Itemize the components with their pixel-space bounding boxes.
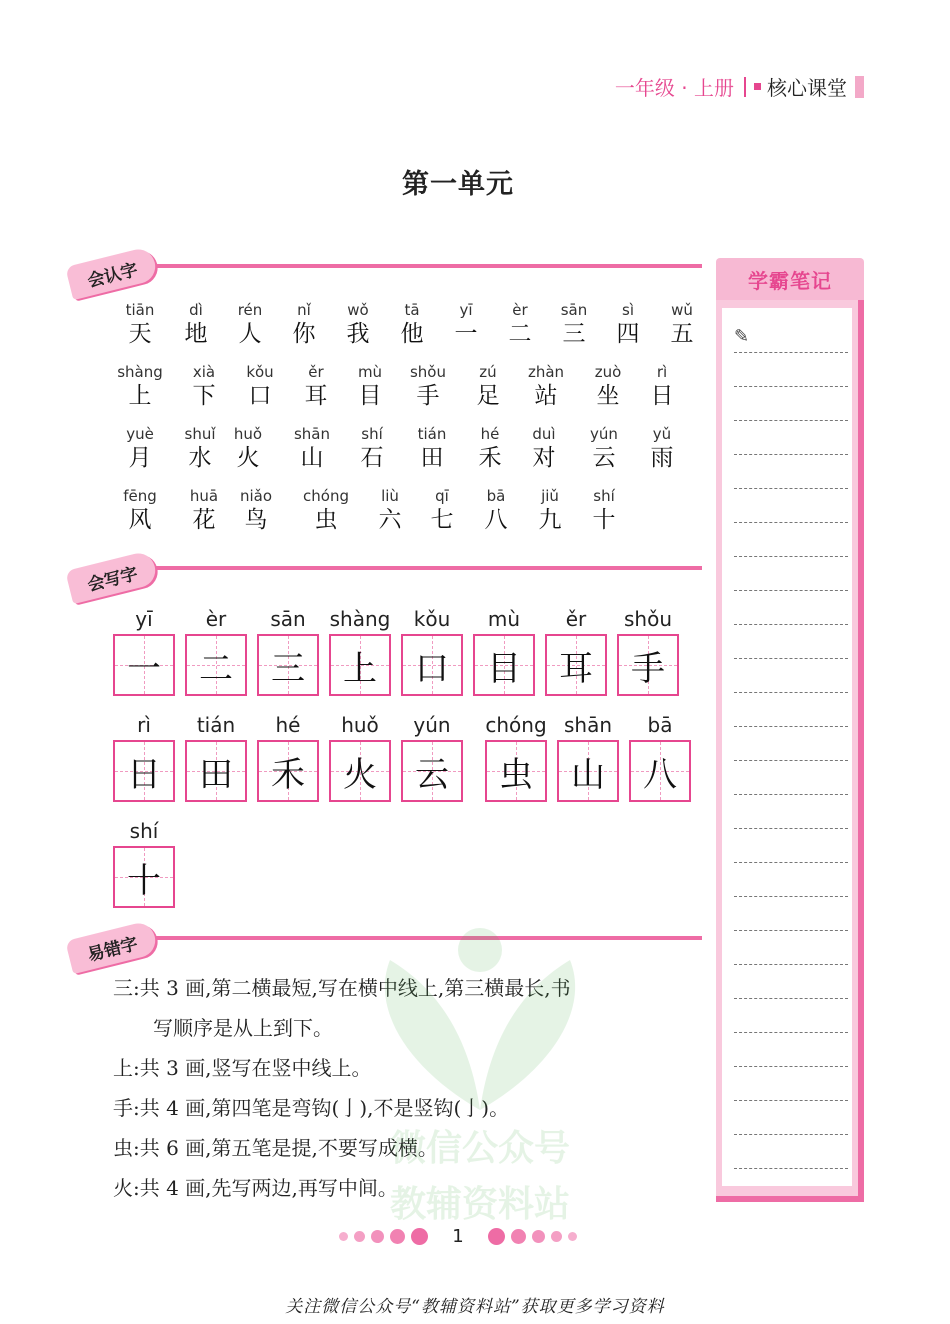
hanzi: 云 bbox=[592, 445, 616, 471]
dot-icon bbox=[390, 1229, 405, 1244]
pinyin: huā bbox=[189, 487, 219, 505]
pinyin: shān bbox=[293, 425, 331, 443]
note-line bbox=[734, 522, 848, 523]
section-tag-write: 会写字 bbox=[65, 550, 159, 604]
hanzi: 花 bbox=[192, 507, 216, 533]
hanzi: 手 bbox=[631, 648, 665, 689]
hanzi: 四 bbox=[616, 321, 640, 347]
recognize-char bbox=[576, 424, 632, 472]
pinyin: ěr bbox=[565, 607, 587, 631]
hanzi: 坐 bbox=[596, 383, 620, 409]
note-line bbox=[734, 964, 848, 965]
section-divider-error bbox=[150, 936, 702, 940]
recognize-char bbox=[654, 300, 710, 348]
pinyin: sì bbox=[622, 301, 634, 319]
hanzi: 田 bbox=[199, 754, 233, 795]
hanzi: 对 bbox=[532, 445, 556, 471]
pinyin: fēng bbox=[123, 487, 157, 505]
recognize-char bbox=[220, 424, 276, 472]
dot-icon bbox=[339, 1232, 348, 1241]
pinyin: shàng bbox=[117, 363, 163, 381]
hanzi: 九 bbox=[538, 507, 562, 533]
pinyin: shí bbox=[129, 819, 159, 843]
error-line: 虫:共 6 画,第五笔是提,不要写成横。 bbox=[113, 1136, 438, 1160]
hanzi: 水 bbox=[188, 445, 212, 471]
pinyin: yǔ bbox=[652, 425, 672, 443]
pinyin: dì bbox=[189, 301, 203, 319]
dot-icon bbox=[371, 1230, 384, 1243]
recognize-char bbox=[634, 424, 690, 472]
error-line: 写顺序是从上到下。 bbox=[153, 1016, 333, 1040]
hanzi: 山 bbox=[300, 445, 324, 471]
note-line bbox=[734, 1168, 848, 1169]
note-line bbox=[734, 352, 848, 353]
recognize-char bbox=[546, 300, 602, 348]
hanzi: 耳 bbox=[559, 648, 593, 689]
section-tag-error: 易错字 bbox=[65, 920, 159, 974]
recognize-char bbox=[462, 424, 518, 472]
watermark-line2: 教辅资料站 bbox=[389, 1184, 570, 1225]
pinyin: bā bbox=[647, 713, 673, 737]
hanzi: 二 bbox=[199, 648, 233, 689]
error-line: 手:共 4 画,第四笔是弯钩(亅),不是竖钩(亅)。 bbox=[113, 1096, 510, 1120]
hanzi: 火 bbox=[236, 445, 260, 471]
note-line bbox=[734, 794, 848, 795]
recognize-char bbox=[176, 362, 232, 410]
notes-title: 学霸笔记 bbox=[716, 258, 864, 300]
hanzi: 上 bbox=[128, 383, 152, 409]
recognize-char bbox=[344, 424, 400, 472]
dot-icon bbox=[511, 1229, 526, 1244]
note-line bbox=[734, 930, 848, 931]
tianzige-box bbox=[485, 740, 547, 802]
hanzi: 鸟 bbox=[244, 507, 268, 533]
write-char bbox=[557, 712, 619, 802]
recognize-char bbox=[400, 362, 456, 410]
dot-icon bbox=[568, 1232, 577, 1241]
recognize-char bbox=[228, 486, 284, 534]
hanzi: 二 bbox=[508, 321, 532, 347]
error-line: 火:共 4 画,先写两边,再写中间。 bbox=[113, 1176, 398, 1200]
hanzi: 禾 bbox=[271, 754, 305, 795]
tianzige-box bbox=[257, 740, 319, 802]
pinyin: jiǔ bbox=[541, 487, 559, 505]
notes-body bbox=[716, 300, 864, 1202]
pinyin: mù bbox=[357, 363, 383, 381]
recognize-char bbox=[460, 362, 516, 410]
pinyin: èr bbox=[512, 301, 528, 319]
tianzige-box bbox=[329, 634, 391, 696]
write-char bbox=[185, 712, 247, 802]
hanzi: 风 bbox=[128, 507, 152, 533]
pinyin: yún bbox=[590, 425, 618, 443]
pinyin: chóng bbox=[303, 487, 349, 505]
recognize-char bbox=[634, 362, 690, 410]
dot-icon bbox=[354, 1231, 365, 1242]
recognize-char bbox=[176, 486, 232, 534]
footer-note: 关注微信公众号“教辅资料站”获取更多学习资料 bbox=[285, 1297, 665, 1317]
write-char bbox=[257, 606, 319, 696]
recognize-char bbox=[342, 362, 398, 410]
pinyin: èr bbox=[205, 607, 227, 631]
notes-panel bbox=[716, 258, 864, 1202]
pinyin: zhàn bbox=[527, 363, 565, 381]
recognize-char bbox=[404, 424, 460, 472]
write-char bbox=[629, 712, 691, 802]
hanzi: 十 bbox=[127, 860, 161, 901]
hanzi: 一 bbox=[454, 321, 478, 347]
hanzi: 十 bbox=[592, 507, 616, 533]
hanzi: 虫 bbox=[499, 754, 533, 795]
note-line bbox=[734, 624, 848, 625]
note-line bbox=[734, 488, 848, 489]
hanzi: 人 bbox=[238, 321, 262, 347]
hanzi: 耳 bbox=[304, 383, 328, 409]
pinyin: yī bbox=[459, 301, 473, 319]
header-divider bbox=[744, 77, 746, 97]
tianzige-box bbox=[617, 634, 679, 696]
write-char bbox=[257, 712, 319, 802]
write-char bbox=[485, 712, 547, 802]
hanzi: 八 bbox=[484, 507, 508, 533]
pinyin: huǒ bbox=[233, 425, 263, 443]
recognize-char bbox=[516, 424, 572, 472]
section-tag-recognize: 会认字 bbox=[65, 246, 159, 300]
grade-label: 一年级 · 上册 bbox=[614, 76, 734, 100]
pinyin: shān bbox=[563, 713, 613, 737]
dot-icon bbox=[551, 1231, 562, 1242]
recognize-char bbox=[362, 486, 418, 534]
unit-title: 第一单元 bbox=[402, 169, 514, 200]
pinyin: kǒu bbox=[246, 363, 274, 381]
write-char bbox=[473, 606, 535, 696]
note-line bbox=[734, 556, 848, 557]
hanzi: 三 bbox=[271, 648, 305, 689]
pinyin: xià bbox=[192, 363, 216, 381]
notes-lines bbox=[722, 308, 852, 1186]
pinyin: huǒ bbox=[341, 713, 379, 737]
tianzige-box bbox=[113, 846, 175, 908]
recognize-char bbox=[576, 486, 632, 534]
recognize-char bbox=[112, 300, 168, 348]
pinyin: chóng bbox=[485, 713, 547, 737]
dot-icon bbox=[488, 1228, 505, 1245]
note-line bbox=[734, 726, 848, 727]
pinyin: tián bbox=[196, 713, 236, 737]
note-line bbox=[734, 896, 848, 897]
hanzi: 口 bbox=[248, 383, 272, 409]
recognize-char bbox=[468, 486, 524, 534]
hanzi: 火 bbox=[343, 754, 377, 795]
pinyin: tián bbox=[417, 425, 447, 443]
recognize-char bbox=[284, 424, 340, 472]
pinyin: qī bbox=[435, 487, 449, 505]
core-label: 核心课堂 bbox=[767, 76, 847, 100]
pinyin: kǒu bbox=[413, 607, 451, 631]
tianzige-box bbox=[257, 634, 319, 696]
tianzige-box bbox=[185, 740, 247, 802]
page-number: 1 bbox=[452, 1226, 464, 1247]
hanzi: 六 bbox=[378, 507, 402, 533]
pinyin: yuè bbox=[126, 425, 154, 443]
pinyin: zú bbox=[479, 363, 497, 381]
recognize-char bbox=[492, 300, 548, 348]
section-divider-write bbox=[150, 566, 702, 570]
tianzige-box bbox=[401, 740, 463, 802]
hanzi: 三 bbox=[562, 321, 586, 347]
hanzi: 足 bbox=[476, 383, 500, 409]
hanzi: 云 bbox=[415, 754, 449, 795]
pinyin: tā bbox=[404, 301, 420, 319]
hanzi: 你 bbox=[292, 321, 316, 347]
dot-icon bbox=[411, 1228, 428, 1245]
hanzi: 口 bbox=[415, 648, 449, 689]
pinyin: shǒu bbox=[409, 363, 446, 381]
note-line bbox=[734, 386, 848, 387]
pinyin: shàng bbox=[329, 607, 391, 631]
recognize-char bbox=[112, 486, 168, 534]
recognize-char bbox=[222, 300, 278, 348]
hanzi: 目 bbox=[487, 648, 521, 689]
hanzi: 雨 bbox=[650, 445, 674, 471]
pinyin: sān bbox=[560, 301, 588, 319]
recognize-char bbox=[168, 300, 224, 348]
hanzi: 田 bbox=[420, 445, 444, 471]
tianzige-box bbox=[113, 740, 175, 802]
write-char bbox=[185, 606, 247, 696]
hanzi: 一 bbox=[127, 648, 161, 689]
pinyin: hé bbox=[275, 713, 301, 737]
hanzi: 天 bbox=[128, 321, 152, 347]
hanzi: 手 bbox=[416, 383, 440, 409]
page-header bbox=[615, 72, 864, 101]
watermark-line1: 微信公众号 bbox=[389, 1128, 570, 1169]
pinyin: rén bbox=[237, 301, 263, 319]
recognize-char bbox=[518, 362, 574, 410]
pinyin: ěr bbox=[308, 363, 324, 381]
note-line bbox=[734, 590, 848, 591]
tianzige-box bbox=[329, 740, 391, 802]
note-line bbox=[734, 1100, 848, 1101]
pinyin: shí bbox=[361, 425, 383, 443]
pencil-icon: ✎ bbox=[734, 326, 750, 347]
pinyin: wǔ bbox=[671, 301, 693, 319]
pinyin: zuò bbox=[594, 363, 622, 381]
hanzi: 七 bbox=[430, 507, 454, 533]
hanzi: 月 bbox=[128, 445, 152, 471]
note-line bbox=[734, 760, 848, 761]
pinyin: nǐ bbox=[297, 301, 311, 319]
pinyin: hé bbox=[480, 425, 500, 443]
pinyin: sān bbox=[270, 607, 306, 631]
tianzige-box bbox=[545, 634, 607, 696]
note-line bbox=[734, 1032, 848, 1033]
error-line: 上:共 3 画,竖写在竖中线上。 bbox=[113, 1056, 372, 1080]
note-line bbox=[734, 1134, 848, 1135]
pinyin: bā bbox=[486, 487, 506, 505]
recognize-char bbox=[600, 300, 656, 348]
section-divider-recognize bbox=[150, 264, 702, 268]
tianzige-box bbox=[401, 634, 463, 696]
dot-icon bbox=[532, 1230, 545, 1243]
hanzi: 他 bbox=[400, 321, 424, 347]
recognize-char bbox=[298, 486, 354, 534]
note-line bbox=[734, 658, 848, 659]
header-square-icon bbox=[754, 83, 761, 90]
hanzi: 虫 bbox=[314, 507, 338, 533]
recognize-char bbox=[330, 300, 386, 348]
pinyin: wǒ bbox=[347, 301, 369, 319]
pinyin: yī bbox=[135, 607, 153, 631]
pinyin: niǎo bbox=[239, 487, 273, 505]
hanzi: 日 bbox=[650, 383, 674, 409]
hanzi: 下 bbox=[192, 383, 216, 409]
recognize-char bbox=[288, 362, 344, 410]
recognize-char bbox=[232, 362, 288, 410]
recognize-char bbox=[112, 424, 168, 472]
pinyin: rì bbox=[137, 713, 151, 737]
tianzige-box bbox=[629, 740, 691, 802]
hanzi: 山 bbox=[571, 754, 605, 795]
hanzi: 禾 bbox=[478, 445, 502, 471]
pinyin: liù bbox=[381, 487, 399, 505]
recognize-char bbox=[112, 362, 168, 410]
hanzi: 地 bbox=[184, 321, 208, 347]
write-char bbox=[401, 712, 463, 802]
hanzi: 五 bbox=[670, 321, 694, 347]
pinyin: mù bbox=[487, 607, 521, 631]
write-char bbox=[329, 712, 391, 802]
tianzige-box bbox=[185, 634, 247, 696]
recognize-char bbox=[276, 300, 332, 348]
write-char bbox=[617, 606, 679, 696]
recognize-char bbox=[438, 300, 494, 348]
pinyin: shuǐ bbox=[184, 425, 216, 443]
recognize-char bbox=[414, 486, 470, 534]
note-line bbox=[734, 998, 848, 999]
hanzi: 我 bbox=[346, 321, 370, 347]
tianzige-box bbox=[557, 740, 619, 802]
note-line bbox=[734, 1066, 848, 1067]
error-line: 三:共 3 画,第二横最短,写在横中线上,第三横最长,书 bbox=[113, 976, 571, 1000]
tianzige-box bbox=[113, 634, 175, 696]
note-line bbox=[734, 454, 848, 455]
write-char bbox=[113, 818, 175, 908]
pinyin: tiān bbox=[125, 301, 155, 319]
hanzi: 目 bbox=[358, 383, 382, 409]
pinyin: shǒu bbox=[623, 607, 672, 631]
page-number-bar bbox=[0, 1226, 916, 1247]
write-char bbox=[113, 606, 175, 696]
hanzi: 上 bbox=[343, 648, 377, 689]
note-line bbox=[734, 862, 848, 863]
pinyin: yún bbox=[413, 713, 451, 737]
note-line bbox=[734, 828, 848, 829]
write-char bbox=[113, 712, 175, 802]
write-char bbox=[545, 606, 607, 696]
hanzi: 站 bbox=[534, 383, 558, 409]
write-char bbox=[401, 606, 463, 696]
hanzi: 日 bbox=[127, 754, 161, 795]
recognize-char bbox=[522, 486, 578, 534]
pinyin: shí bbox=[593, 487, 615, 505]
header-tab-marker bbox=[855, 76, 864, 98]
recognize-char bbox=[384, 300, 440, 348]
note-line bbox=[734, 692, 848, 693]
write-char bbox=[329, 606, 391, 696]
pinyin: rì bbox=[656, 363, 668, 381]
pinyin: duì bbox=[532, 425, 556, 443]
recognize-char bbox=[580, 362, 636, 410]
hanzi: 八 bbox=[643, 754, 677, 795]
hanzi: 石 bbox=[360, 445, 384, 471]
tianzige-box bbox=[473, 634, 535, 696]
error-notes bbox=[113, 968, 703, 1208]
note-line bbox=[734, 420, 848, 421]
